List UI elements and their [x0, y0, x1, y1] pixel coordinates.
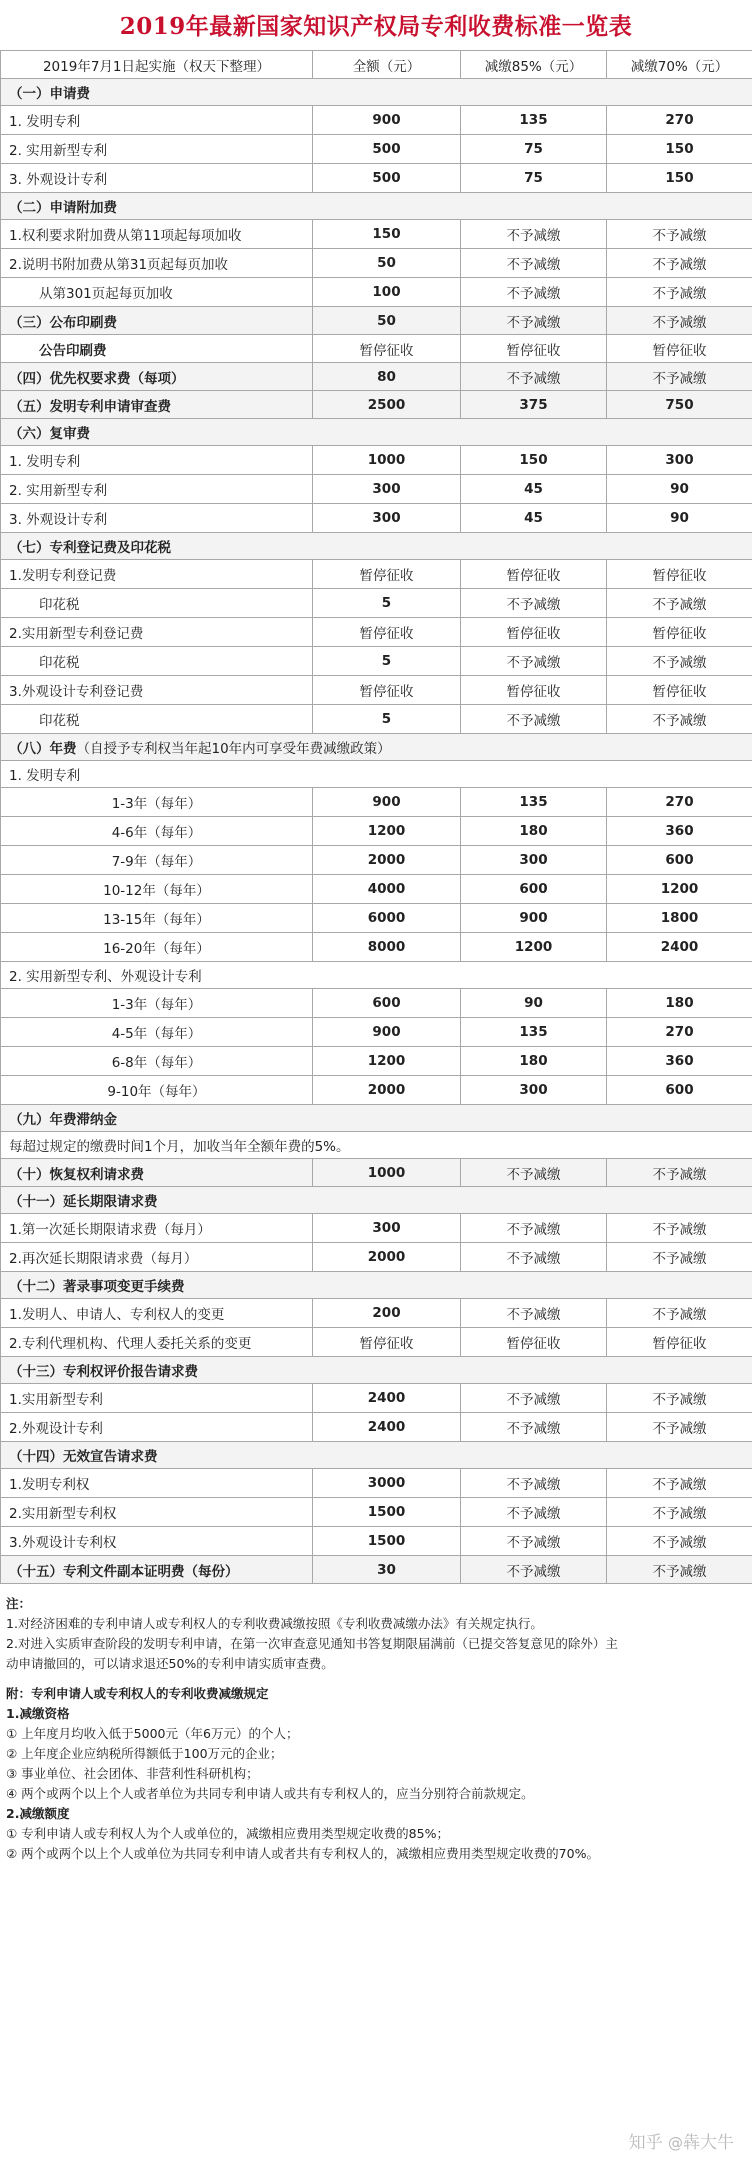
reduction-70-cell: 暂停征收: [607, 618, 752, 647]
table-row: [1, 1076, 752, 1105]
reduction-85-cell: 135: [461, 1018, 607, 1047]
reduction-70-cell: 360: [607, 817, 752, 846]
header-full-amount: 全额（元）: [313, 51, 461, 79]
reduction-70-cell: 不予减缴: [607, 1159, 752, 1187]
table-row: [1, 1018, 752, 1047]
item-label: 印花税: [1, 589, 313, 618]
item-label: 2.实用新型专利权: [1, 1498, 313, 1527]
full-amount-cell: 暂停征收: [313, 676, 461, 705]
table-row: [1, 589, 752, 618]
reduction-70-cell: 不予减缴: [607, 647, 752, 676]
reduction-70-cell: 360: [607, 1047, 752, 1076]
item-label: 9-10年（每年）: [1, 1076, 313, 1105]
notes-line: 1.对经济困难的专利申请人或专利权人的专利收费减缴按照《专利收费减缴办法》有关规定执行。: [6, 1616, 543, 1631]
table-row: [1, 647, 752, 676]
table-row: [1, 504, 752, 533]
table-row: [1, 135, 752, 164]
subheading-label: 2. 实用新型专利、外观设计专利: [1, 962, 752, 989]
reduction-85-cell: 不予减缴: [461, 1384, 607, 1413]
item-label: 2.说明书附加费从第31页起每页加收: [1, 249, 313, 278]
section-title: （一）申请费: [1, 79, 752, 106]
table-row: [1, 875, 752, 904]
full-amount-cell: 300: [313, 475, 461, 504]
table-row: [1, 1498, 752, 1527]
table-row: [1, 846, 752, 875]
reduction-85-cell: 暂停征收: [461, 560, 607, 589]
header-period: 2019年7月1日起实施（权天下整理）: [1, 51, 313, 79]
full-amount-cell: 2000: [313, 846, 461, 875]
item-label: 2.外观设计专利: [1, 1413, 313, 1442]
appendix-item: ① 专利申请人或专利权人为个人或单位的，减缴相应费用类型规定收费的85%；: [6, 1826, 449, 1841]
item-label: 印花税: [1, 647, 313, 676]
item-label: 1-3年（每年）: [1, 788, 313, 817]
table-row: [1, 989, 752, 1018]
table-row: [1, 475, 752, 504]
full-amount-cell: 1500: [313, 1498, 461, 1527]
reduction-70-cell: 270: [607, 106, 752, 135]
table-row: [1, 904, 752, 933]
full-amount-cell: 50: [313, 307, 461, 335]
full-amount-cell: 2000: [313, 1076, 461, 1105]
section-row: [1, 533, 752, 560]
section-title: （十二）著录事项变更手续费: [1, 1272, 752, 1299]
reduction-85-cell: 900: [461, 904, 607, 933]
appendix-item: ④ 两个或两个以上个人或者单位为共同专利申请人或共有专利权人的，应当分别符合前款规定。: [6, 1786, 534, 1801]
reduction-85-cell: 90: [461, 989, 607, 1018]
item-label: 6-8年（每年）: [1, 1047, 313, 1076]
reduction-85-cell: 300: [461, 846, 607, 875]
reduction-70-cell: 不予减缴: [607, 1214, 752, 1243]
table-row: [1, 335, 752, 363]
section-row: [1, 193, 752, 220]
section-title: [1, 734, 752, 761]
section-title: （三）公布印刷费: [1, 307, 313, 335]
reduction-85-cell: 不予减缴: [461, 1498, 607, 1527]
full-amount-cell: 1200: [313, 817, 461, 846]
section-row: [1, 419, 752, 446]
notes-line: 动申请撤回的，可以请求退还50%的专利申请实质审查费。: [6, 1656, 334, 1671]
section-title: （七）专利登记费及印花税: [1, 533, 752, 560]
reduction-85-cell: 600: [461, 875, 607, 904]
reduction-85-cell: 45: [461, 504, 607, 533]
table-row: [1, 1556, 752, 1584]
full-amount-cell: 900: [313, 106, 461, 135]
full-amount-cell: 2500: [313, 391, 461, 419]
item-label: 3. 外观设计专利: [1, 504, 313, 533]
reduction-70-cell: 150: [607, 164, 752, 193]
reduction-85-cell: 不予减缴: [461, 647, 607, 676]
watermark-site: 知乎: [628, 2133, 663, 2153]
item-label: 1.实用新型专利: [1, 1384, 313, 1413]
reduction-70-cell: 600: [607, 846, 752, 875]
item-label: 2.再次延长期限请求费（每月）: [1, 1243, 313, 1272]
section-row: [1, 1357, 752, 1384]
item-label: 4-5年（每年）: [1, 1018, 313, 1047]
reduction-85-cell: 150: [461, 446, 607, 475]
reduction-70-cell: 不予减缴: [607, 1527, 752, 1556]
table-row: [1, 817, 752, 846]
reduction-85-cell: 180: [461, 1047, 607, 1076]
watermark-at: @: [668, 2134, 683, 2152]
full-amount-cell: 2400: [313, 1384, 461, 1413]
item-label: 2.专利代理机构、代理人委托关系的变更: [1, 1328, 313, 1357]
reduction-70-cell: 不予减缴: [607, 278, 752, 307]
reduction-85-cell: 135: [461, 788, 607, 817]
full-amount-cell: 900: [313, 788, 461, 817]
reduction-70-cell: 不予减缴: [607, 307, 752, 335]
full-amount-cell: 2400: [313, 1413, 461, 1442]
table-row: [1, 933, 752, 962]
reduction-85-cell: 不予减缴: [461, 363, 607, 391]
section-row: [1, 1272, 752, 1299]
header-reduction-70: 减缴70%（元）: [607, 51, 752, 79]
table-row: [1, 1328, 752, 1357]
reduction-85-cell: 不予减缴: [461, 1299, 607, 1328]
full-amount-cell: 5: [313, 705, 461, 734]
full-amount-cell: 4000: [313, 875, 461, 904]
reduction-85-cell: 暂停征收: [461, 676, 607, 705]
full-amount-cell: 500: [313, 164, 461, 193]
reduction-70-cell: 暂停征收: [607, 676, 752, 705]
reduction-70-cell: 暂停征收: [607, 335, 752, 363]
full-amount-cell: 150: [313, 220, 461, 249]
reduction-85-cell: 75: [461, 135, 607, 164]
section-title: （四）优先权要求费（每项）: [1, 363, 313, 391]
reduction-85-cell: 不予减缴: [461, 705, 607, 734]
watermark-author: 犇大牛: [683, 2133, 734, 2153]
subheading-label: 1. 发明专利: [1, 761, 752, 788]
section-title-text: （八）年费: [9, 741, 77, 757]
reduction-70-cell: 不予减缴: [607, 1498, 752, 1527]
reduction-85-cell: 300: [461, 1076, 607, 1105]
reduction-70-cell: 1200: [607, 875, 752, 904]
reduction-70-cell: 2400: [607, 933, 752, 962]
full-amount-cell: 50: [313, 249, 461, 278]
reduction-85-cell: 1200: [461, 933, 607, 962]
subheading-row: [1, 1132, 752, 1159]
reduction-85-cell: 180: [461, 817, 607, 846]
reduction-85-cell: 不予减缴: [461, 1527, 607, 1556]
full-amount-cell: 暂停征收: [313, 1328, 461, 1357]
reduction-85-cell: 375: [461, 391, 607, 419]
fee-table-body: [1, 79, 752, 1584]
reduction-70-cell: 90: [607, 475, 752, 504]
table-row: [1, 676, 752, 705]
table-row: [1, 220, 752, 249]
reduction-70-cell: 不予减缴: [607, 220, 752, 249]
table-row: [1, 618, 752, 647]
reduction-70-cell: 不予减缴: [607, 1384, 752, 1413]
full-amount-cell: 500: [313, 135, 461, 164]
appendix-item: ① 上年度月均收入低于5000元（年6万元）的个人；: [6, 1726, 299, 1741]
section-title: （六）复审费: [1, 419, 752, 446]
table-row: [1, 560, 752, 589]
table-row: [1, 1299, 752, 1328]
table-row: [1, 446, 752, 475]
table-row: [1, 307, 752, 335]
reduction-85-cell: 暂停征收: [461, 335, 607, 363]
table-row: [1, 106, 752, 135]
page-title: 2019年最新国家知识产权局专利收费标准一览表: [119, 13, 633, 40]
item-label: 印花税: [1, 705, 313, 734]
reduction-85-cell: 不予减缴: [461, 278, 607, 307]
subheading-row: [1, 962, 752, 989]
table-row: [1, 278, 752, 307]
item-label: 3. 外观设计专利: [1, 164, 313, 193]
section-title: （十四）无效宣告请求费: [1, 1442, 752, 1469]
reduction-85-cell: 135: [461, 106, 607, 135]
table-row: [1, 1243, 752, 1272]
table-header-row: [1, 51, 752, 79]
reduction-85-cell: 暂停征收: [461, 618, 607, 647]
table-row: [1, 1413, 752, 1442]
reduction-85-cell: 45: [461, 475, 607, 504]
item-label: 1. 发明专利: [1, 106, 313, 135]
item-label: 1.权利要求附加费从第11项起每项加收: [1, 220, 313, 249]
reduction-85-cell: 不予减缴: [461, 220, 607, 249]
reduction-85-cell: 不予减缴: [461, 1214, 607, 1243]
table-row: [1, 788, 752, 817]
reduction-85-cell: 暂停征收: [461, 1328, 607, 1357]
full-amount-cell: 200: [313, 1299, 461, 1328]
reduction-70-cell: 不予减缴: [607, 1556, 752, 1584]
item-label: 1-3年（每年）: [1, 989, 313, 1018]
reduction-70-cell: 90: [607, 504, 752, 533]
reduction-70-cell: 暂停征收: [607, 560, 752, 589]
item-label: 16-20年（每年）: [1, 933, 313, 962]
full-amount-cell: 5: [313, 647, 461, 676]
table-row: [1, 1469, 752, 1498]
reduction-70-cell: 不予减缴: [607, 589, 752, 618]
full-amount-cell: 1000: [313, 1159, 461, 1187]
section-title: （十）恢复权利请求费: [1, 1159, 313, 1187]
watermark: [629, 2128, 734, 2153]
appendix-item: ② 上年度企业应纳税所得额低于100万元的企业；: [6, 1746, 283, 1761]
item-label: 1.发明专利权: [1, 1469, 313, 1498]
full-amount-cell: 暂停征收: [313, 335, 461, 363]
reduction-85-cell: 不予减缴: [461, 1243, 607, 1272]
reduction-70-cell: 180: [607, 989, 752, 1018]
item-label: 3.外观设计专利登记费: [1, 676, 313, 705]
item-label: 2. 实用新型专利: [1, 475, 313, 504]
table-row: [1, 1159, 752, 1187]
reduction-70-cell: 不予减缴: [607, 363, 752, 391]
section-title: （九）年费滞纳金: [1, 1105, 752, 1132]
full-amount-cell: 100: [313, 278, 461, 307]
section-title: （二）申请附加费: [1, 193, 752, 220]
item-label: 4-6年（每年）: [1, 817, 313, 846]
reduction-70-cell: 暂停征收: [607, 1328, 752, 1357]
section-title: （十一）延长期限请求费: [1, 1187, 752, 1214]
reduction-70-cell: 270: [607, 788, 752, 817]
reduction-85-cell: 不予减缴: [461, 589, 607, 618]
reduction-70-cell: 不予减缴: [607, 249, 752, 278]
item-label: 公告印刷费: [1, 335, 313, 363]
full-amount-cell: 8000: [313, 933, 461, 962]
section-row: [1, 1187, 752, 1214]
full-amount-cell: 2000: [313, 1243, 461, 1272]
item-label: 1.第一次延长期限请求费（每月）: [1, 1214, 313, 1243]
section-title: （十五）专利文件副本证明费（每份）: [1, 1556, 313, 1584]
full-amount-cell: 30: [313, 1556, 461, 1584]
full-amount-cell: 600: [313, 989, 461, 1018]
table-row: [1, 363, 752, 391]
notes-line: 2.对进入实质审查阶段的发明专利申请，在第一次审查意见通知书答复期限届满前（已提交答复意见的除外）主: [6, 1636, 618, 1651]
reduction-85-cell: 不予减缴: [461, 307, 607, 335]
section-row: [1, 734, 752, 761]
appendix-notes: [0, 1594, 752, 1864]
table-row: [1, 1047, 752, 1076]
reduction-70-cell: 不予减缴: [607, 705, 752, 734]
section-title: （十三）专利权评价报告请求费: [1, 1357, 752, 1384]
reduction-70-cell: 270: [607, 1018, 752, 1047]
notes-heading: 注：: [6, 1596, 32, 1611]
reduction-70-cell: 150: [607, 135, 752, 164]
reduction-70-cell: 不予减缴: [607, 1299, 752, 1328]
reduction-85-cell: 不予减缴: [461, 1159, 607, 1187]
item-label: 1.发明专利登记费: [1, 560, 313, 589]
table-row: [1, 705, 752, 734]
section-note: （自授予专利权当年起10年内可享受年费减缴政策）: [76, 741, 391, 757]
reduction-70-cell: 不予减缴: [607, 1413, 752, 1442]
reduction-70-cell: 750: [607, 391, 752, 419]
reduction-70-cell: 1800: [607, 904, 752, 933]
full-amount-cell: 1000: [313, 446, 461, 475]
item-label: 3.外观设计专利权: [1, 1527, 313, 1556]
full-amount-cell: 6000: [313, 904, 461, 933]
full-amount-cell: 1200: [313, 1047, 461, 1076]
item-label: 1. 发明专利: [1, 446, 313, 475]
subheading-row: [1, 761, 752, 788]
table-row: [1, 1214, 752, 1243]
subheading-label: 每超过规定的缴费时间1个月，加收当年全额年费的5%。: [1, 1132, 752, 1159]
section-title: （五）发明专利申请审查费: [1, 391, 313, 419]
full-amount-cell: 900: [313, 1018, 461, 1047]
full-amount-cell: 3000: [313, 1469, 461, 1498]
reduction-85-cell: 75: [461, 164, 607, 193]
full-amount-cell: 1500: [313, 1527, 461, 1556]
full-amount-cell: 300: [313, 504, 461, 533]
item-label: 2.实用新型专利登记费: [1, 618, 313, 647]
reduction-70-cell: 600: [607, 1076, 752, 1105]
appendix-item: ② 两个或两个以上个人或单位为共同专利申请人或者共有专利权人的，减缴相应费用类型规定收费的70%。: [6, 1846, 599, 1861]
item-label: 7-9年（每年）: [1, 846, 313, 875]
full-amount-cell: 5: [313, 589, 461, 618]
appendix-subheading: 2.减缴额度: [6, 1806, 70, 1821]
full-amount-cell: 暂停征收: [313, 560, 461, 589]
reduction-85-cell: 不予减缴: [461, 249, 607, 278]
table-row: [1, 249, 752, 278]
item-label: 13-15年（每年）: [1, 904, 313, 933]
reduction-85-cell: 不予减缴: [461, 1556, 607, 1584]
item-label: 从第301页起每页加收: [1, 278, 313, 307]
table-row: [1, 1527, 752, 1556]
item-label: 1.发明人、申请人、专利权人的变更: [1, 1299, 313, 1328]
reduction-70-cell: 不予减缴: [607, 1243, 752, 1272]
section-row: [1, 1442, 752, 1469]
item-label: 10-12年（每年）: [1, 875, 313, 904]
appendix-item: ③ 事业单位、社会团体、非营利性科研机构；: [6, 1766, 259, 1781]
reduction-70-cell: 300: [607, 446, 752, 475]
reduction-85-cell: 不予减缴: [461, 1469, 607, 1498]
appendix-heading: 附：专利申请人或专利权人的专利收费减缴规定: [6, 1686, 269, 1701]
appendix-subheading: 1.减缴资格: [6, 1706, 70, 1721]
reduction-70-cell: 不予减缴: [607, 1469, 752, 1498]
full-amount-cell: 300: [313, 1214, 461, 1243]
full-amount-cell: 暂停征收: [313, 618, 461, 647]
header-reduction-85: 减缴85%（元）: [461, 51, 607, 79]
fee-table: [0, 50, 752, 1584]
table-row: [1, 391, 752, 419]
table-row: [1, 164, 752, 193]
section-row: [1, 1105, 752, 1132]
table-row: [1, 1384, 752, 1413]
reduction-85-cell: 不予减缴: [461, 1413, 607, 1442]
item-label: 2. 实用新型专利: [1, 135, 313, 164]
section-row: [1, 79, 752, 106]
full-amount-cell: 80: [313, 363, 461, 391]
